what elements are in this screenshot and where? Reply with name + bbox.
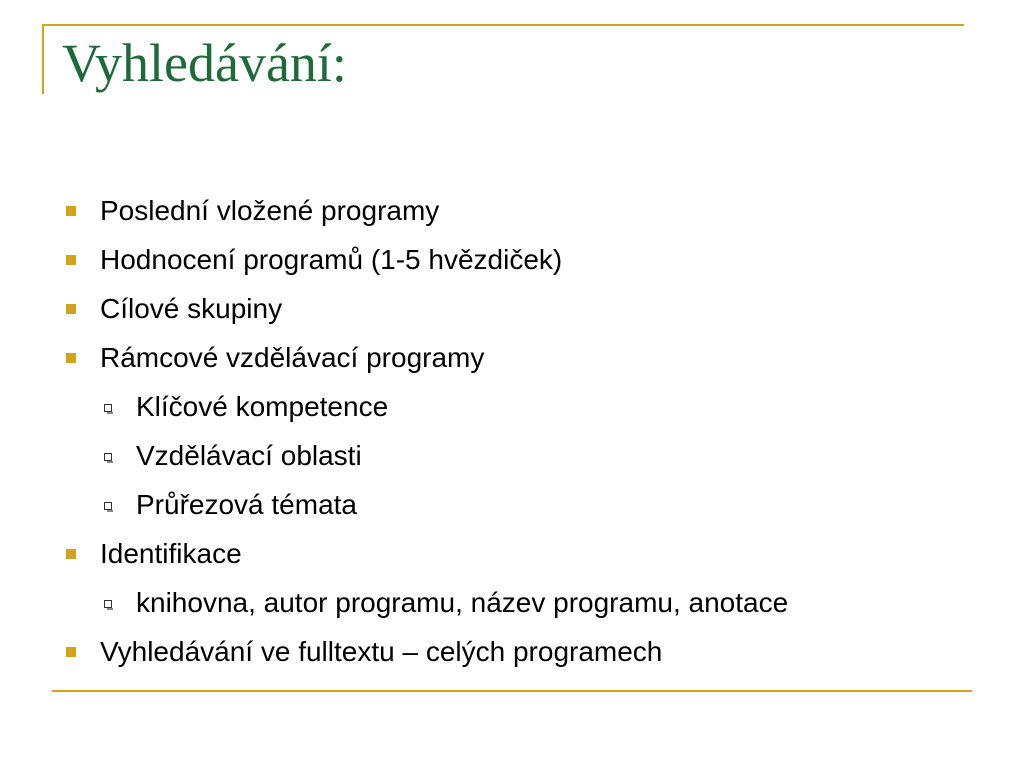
hollow-square-bullet-icon	[104, 404, 112, 412]
bullet-text: Poslední vložené programy	[100, 195, 440, 226]
bullet-item	[62, 627, 962, 676]
square-bullet-icon	[66, 304, 76, 314]
hollow-square-bullet-icon	[104, 453, 112, 461]
bullet-item	[62, 284, 962, 333]
bullet-item	[62, 333, 962, 382]
square-bullet-icon	[66, 353, 76, 363]
frame-bottom-line	[52, 690, 972, 692]
sub-bullet-text: Klíčové kompetence	[136, 391, 389, 422]
frame-top-line	[42, 24, 964, 26]
bullet-text: Hodnocení programů (1-5 hvězdiček)	[100, 244, 563, 275]
bullet-item	[62, 235, 962, 284]
square-bullet-icon	[66, 647, 76, 657]
sub-bullet-text: Průřezová témata	[136, 489, 357, 520]
sub-bullet-text: Vzdělávací oblasti	[136, 440, 362, 471]
square-bullet-icon	[66, 255, 76, 265]
sub-bullet-item	[62, 431, 962, 480]
bullet-item	[62, 186, 962, 235]
bullet-text: Identifikace	[100, 538, 242, 569]
bullet-text: Cílové skupiny	[100, 293, 283, 324]
bullet-text: Rámcové vzdělávací programy	[100, 342, 485, 373]
frame-left-line	[42, 24, 44, 94]
sub-bullet-item	[62, 480, 962, 529]
hollow-square-bullet-icon	[104, 502, 112, 510]
square-bullet-icon	[66, 549, 76, 559]
slide-title: Vyhledávání:	[62, 33, 347, 93]
sub-bullet-text: knihovna, autor programu, název programu, anotace	[136, 587, 789, 618]
hollow-square-bullet-icon	[104, 600, 112, 608]
sub-bullet-item	[62, 578, 962, 627]
square-bullet-icon	[66, 206, 76, 216]
bullet-item	[62, 529, 962, 578]
bullet-text: Vyhledávání ve fulltextu – celých programech	[100, 636, 663, 667]
sub-bullet-item	[62, 382, 962, 431]
bullet-list	[62, 186, 962, 676]
